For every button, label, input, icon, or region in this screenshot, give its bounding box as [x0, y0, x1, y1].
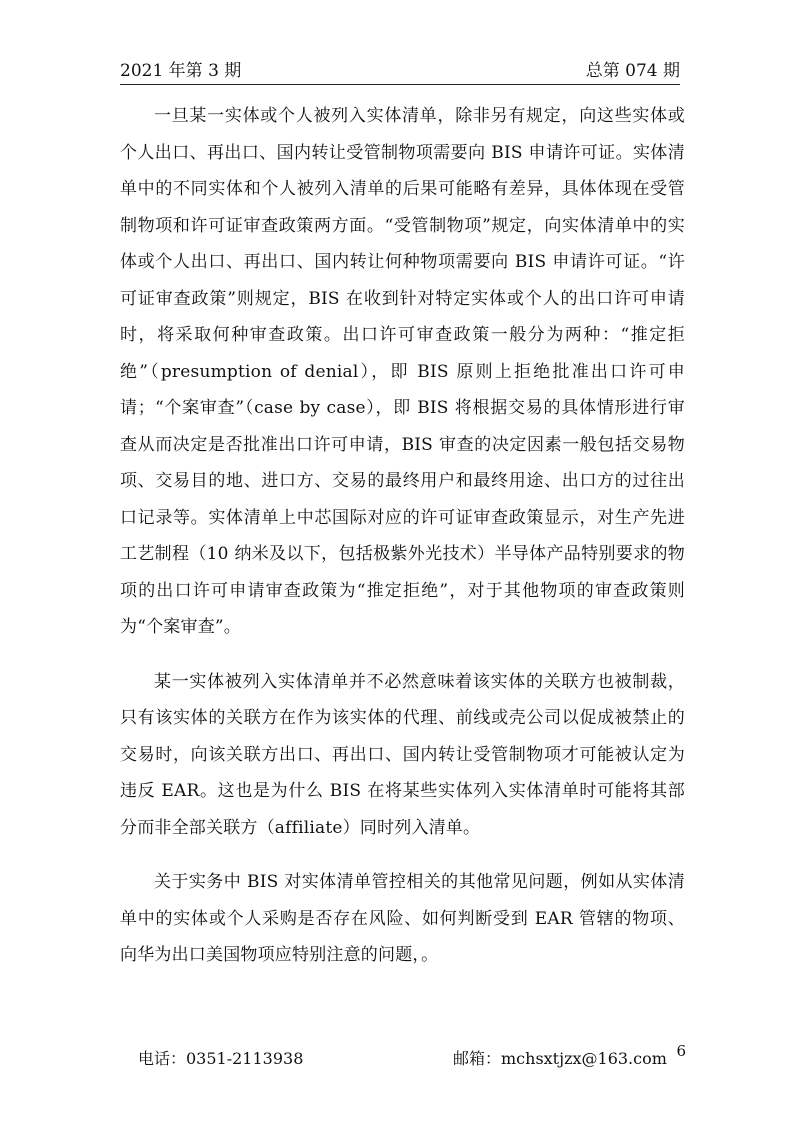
paragraph-other-questions: 关于实务中 BIS 对实体清单管控相关的其他常见问题，例如从实体清单中的实体或个人采购是否存在风险、如何判断受到 EAR 管辖的物项、向华为出口美国物项应特别注意的问题，。 — [120, 872, 685, 965]
issue-label: 2021 年第 3 期 — [120, 61, 242, 81]
footer-phone: 电话：0351-2113938 — [138, 1049, 304, 1068]
article-body — [120, 98, 685, 992]
footer-email: 邮箱：mchsxtjzx@163.com — [453, 1049, 667, 1068]
page-number: 6 — [676, 1042, 686, 1060]
paragraph-entity-list-consequences: 一旦某一实体或个人被列入实体清单，除非另有规定，向这些实体或个人出口、再出口、国内转让受管制物项需要向 BIS 申请许可证。实体清单中的不同实体和个人被列入清单的后果可能略有差异，具体体现在受管制物项和许可证审查政策两方面。“受管制物项”规定，向实体清单中的实体或个人出口、再出口、国内转让何种物项需要向 BIS 申请许可证。“许可证审查政策”则规定，BIS 在收到针对特定实体或个人的出口许可申请时，将采取何种审查政策。出口许可审查政策一般分为两种：“推定拒绝”（presumption of denial），即 BIS 原则上拒绝批准出口许可申请；“个案审查”（case by case），即 BIS 将根据交易的具体情形进行审查从而决定是否批准出口许可申请，BIS 审查的决定因素一般包括交易物项、交易目的地、进口方、交易的最终用户和最终用途、出口方的过往出口记录等。实体清单上中芯国际对应的许可证审查政策显示，对生产先进工艺制程（10 纳米及以下，包括极紫外光技术）半导体产品特别要求的物项的出口许可申请审查政策为“推定拒绝”，对于其他物项的审查政策则为“个案审查”。 — [120, 106, 685, 637]
page-footer — [138, 1042, 686, 1066]
total-issue-label: 总第 074 期 — [585, 61, 680, 81]
paragraph-affiliates: 某一实体被列入实体清单并不必然意味着该实体的关联方也被制裁，只有该实体的关联方在作为该实体的代理、前线或壳公司以促成被禁止的交易时，向该关联方出口、再出口、国内转让受管制物项才可能被认定为违反 EAR。这也是为什么 BIS 在将某些实体列入实体清单时可能将其部分而非全部关联方（affiliate）同时列入清单。 — [120, 671, 685, 838]
page-header — [120, 56, 680, 85]
